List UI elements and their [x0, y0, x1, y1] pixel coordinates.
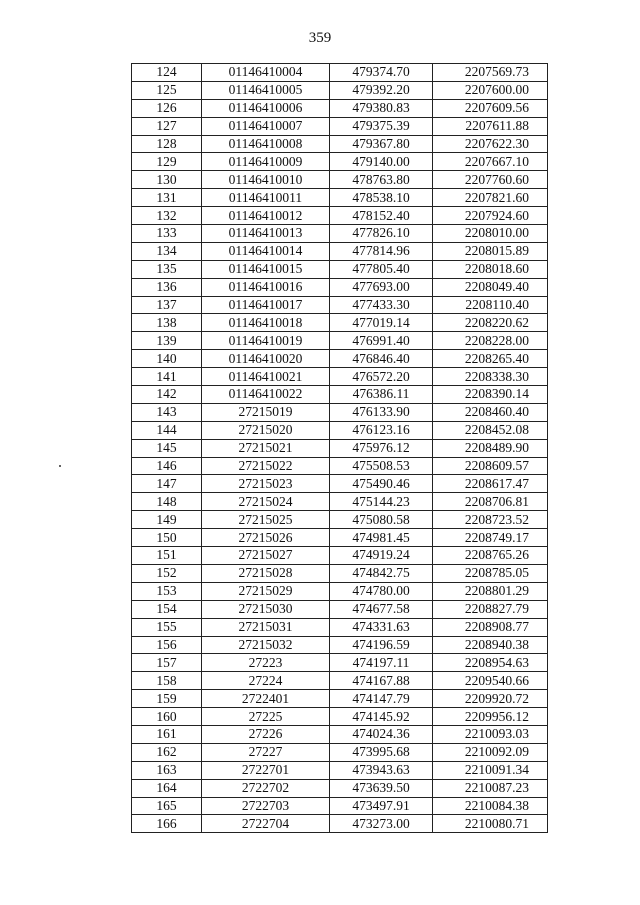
point-id-cell: 27215022: [202, 457, 330, 475]
y-coordinate-cell: 2207569.73: [433, 64, 548, 82]
point-number-cell: 146: [132, 457, 202, 475]
x-coordinate-cell: 473995.68: [330, 743, 433, 761]
point-id-cell: 01146410020: [202, 350, 330, 368]
x-coordinate-cell: 478152.40: [330, 207, 433, 225]
table-row: [132, 529, 548, 547]
y-coordinate-cell: 2208765.26: [433, 547, 548, 565]
x-coordinate-cell: 479367.80: [330, 135, 433, 153]
x-coordinate-cell: 473497.91: [330, 797, 433, 815]
y-coordinate-cell: 2207667.10: [433, 153, 548, 171]
table-row: [132, 242, 548, 260]
point-number-cell: 136: [132, 278, 202, 296]
y-coordinate-cell: 2208940.38: [433, 636, 548, 654]
point-id-cell: 01146410022: [202, 386, 330, 404]
point-number-cell: 164: [132, 779, 202, 797]
point-id-cell: 27215028: [202, 564, 330, 582]
x-coordinate-cell: 474147.79: [330, 690, 433, 708]
point-number-cell: 142: [132, 386, 202, 404]
y-coordinate-cell: 2208390.14: [433, 386, 548, 404]
y-coordinate-cell: 2208220.62: [433, 314, 548, 332]
x-coordinate-cell: 476123.16: [330, 421, 433, 439]
table-row: [132, 296, 548, 314]
point-id-cell: 2722701: [202, 761, 330, 779]
point-number-cell: 137: [132, 296, 202, 314]
point-id-cell: 01146410006: [202, 99, 330, 117]
point-number-cell: 131: [132, 189, 202, 207]
x-coordinate-cell: 473639.50: [330, 779, 433, 797]
point-number-cell: 130: [132, 171, 202, 189]
point-number-cell: 148: [132, 493, 202, 511]
y-coordinate-cell: 2208015.89: [433, 242, 548, 260]
point-id-cell: 01146410019: [202, 332, 330, 350]
point-number-cell: 149: [132, 511, 202, 529]
x-coordinate-cell: 474167.88: [330, 672, 433, 690]
point-number-cell: 166: [132, 815, 202, 833]
table-row: [132, 278, 548, 296]
point-number-cell: 124: [132, 64, 202, 82]
point-id-cell: 01146410004: [202, 64, 330, 82]
x-coordinate-cell: 477693.00: [330, 278, 433, 296]
point-id-cell: 01146410017: [202, 296, 330, 314]
x-coordinate-cell: 474677.58: [330, 600, 433, 618]
point-number-cell: 163: [132, 761, 202, 779]
point-id-cell: 01146410005: [202, 81, 330, 99]
y-coordinate-cell: 2210080.71: [433, 815, 548, 833]
x-coordinate-cell: 479392.20: [330, 81, 433, 99]
x-coordinate-cell: 474145.92: [330, 708, 433, 726]
x-coordinate-cell: 474780.00: [330, 582, 433, 600]
table-row: [132, 457, 548, 475]
point-id-cell: 2722401: [202, 690, 330, 708]
table-row: [132, 64, 548, 82]
x-coordinate-cell: 475080.58: [330, 511, 433, 529]
point-id-cell: 27215027: [202, 547, 330, 565]
point-number-cell: 140: [132, 350, 202, 368]
point-id-cell: 01146410015: [202, 260, 330, 278]
point-number-cell: 151: [132, 547, 202, 565]
point-id-cell: 27227: [202, 743, 330, 761]
table-row: [132, 725, 548, 743]
table-row: [132, 511, 548, 529]
point-id-cell: 27224: [202, 672, 330, 690]
y-coordinate-cell: 2208265.40: [433, 350, 548, 368]
table-row: [132, 779, 548, 797]
y-coordinate-cell: 2208049.40: [433, 278, 548, 296]
x-coordinate-cell: 478538.10: [330, 189, 433, 207]
point-id-cell: 01146410007: [202, 117, 330, 135]
table-row: [132, 171, 548, 189]
table-row: [132, 135, 548, 153]
y-coordinate-cell: 2210091.34: [433, 761, 548, 779]
x-coordinate-cell: 474196.59: [330, 636, 433, 654]
table-row: [132, 117, 548, 135]
table-row: [132, 618, 548, 636]
point-number-cell: 156: [132, 636, 202, 654]
x-coordinate-cell: 479374.70: [330, 64, 433, 82]
y-coordinate-cell: 2208749.17: [433, 529, 548, 547]
y-coordinate-cell: 2209920.72: [433, 690, 548, 708]
x-coordinate-cell: 479140.00: [330, 153, 433, 171]
point-id-cell: 01146410009: [202, 153, 330, 171]
table-row: [132, 797, 548, 815]
page-number: 359: [308, 30, 332, 46]
table-row: [132, 314, 548, 332]
table-row: [132, 189, 548, 207]
x-coordinate-cell: 479380.83: [330, 99, 433, 117]
point-number-cell: 141: [132, 368, 202, 386]
table-row: [132, 439, 548, 457]
table-row: [132, 547, 548, 565]
point-id-cell: 27215030: [202, 600, 330, 618]
x-coordinate-cell: 474919.24: [330, 547, 433, 565]
point-id-cell: 27223: [202, 654, 330, 672]
y-coordinate-cell: 2207600.00: [433, 81, 548, 99]
y-coordinate-cell: 2208706.81: [433, 493, 548, 511]
y-coordinate-cell: 2207609.56: [433, 99, 548, 117]
point-number-cell: 127: [132, 117, 202, 135]
y-coordinate-cell: 2207611.88: [433, 117, 548, 135]
table-row: [132, 368, 548, 386]
point-id-cell: 2722704: [202, 815, 330, 833]
point-id-cell: 27215024: [202, 493, 330, 511]
table-row: [132, 708, 548, 726]
point-number-cell: 160: [132, 708, 202, 726]
table-row: [132, 690, 548, 708]
table-row: [132, 600, 548, 618]
point-id-cell: 27215020: [202, 421, 330, 439]
x-coordinate-cell: 474331.63: [330, 618, 433, 636]
table-row: [132, 207, 548, 225]
point-number-cell: 158: [132, 672, 202, 690]
x-coordinate-cell: 477805.40: [330, 260, 433, 278]
x-coordinate-cell: 479375.39: [330, 117, 433, 135]
x-coordinate-cell: 475144.23: [330, 493, 433, 511]
point-number-cell: 129: [132, 153, 202, 171]
y-coordinate-cell: 2210093.03: [433, 725, 548, 743]
point-number-cell: 139: [132, 332, 202, 350]
table-row: [132, 761, 548, 779]
point-number-cell: 147: [132, 475, 202, 493]
x-coordinate-cell: 475508.53: [330, 457, 433, 475]
point-id-cell: 27215025: [202, 511, 330, 529]
point-id-cell: 27215026: [202, 529, 330, 547]
point-number-cell: 133: [132, 225, 202, 243]
table-row: [132, 493, 548, 511]
point-number-cell: 138: [132, 314, 202, 332]
point-id-cell: 27215019: [202, 403, 330, 421]
y-coordinate-cell: 2208908.77: [433, 618, 548, 636]
point-id-cell: 27215032: [202, 636, 330, 654]
y-coordinate-cell: 2208110.40: [433, 296, 548, 314]
table-row: [132, 81, 548, 99]
y-coordinate-cell: 2210084.38: [433, 797, 548, 815]
coordinates-table: [131, 63, 548, 833]
point-number-cell: 157: [132, 654, 202, 672]
point-number-cell: 144: [132, 421, 202, 439]
table-row: [132, 654, 548, 672]
table-row: [132, 260, 548, 278]
table-row: [132, 386, 548, 404]
point-number-cell: 128: [132, 135, 202, 153]
y-coordinate-cell: 2210087.23: [433, 779, 548, 797]
y-coordinate-cell: 2209956.12: [433, 708, 548, 726]
y-coordinate-cell: 2208228.00: [433, 332, 548, 350]
y-coordinate-cell: 2208609.57: [433, 457, 548, 475]
x-coordinate-cell: 478763.80: [330, 171, 433, 189]
table-row: [132, 475, 548, 493]
y-coordinate-cell: 2208460.40: [433, 403, 548, 421]
point-number-cell: 162: [132, 743, 202, 761]
x-coordinate-cell: 476846.40: [330, 350, 433, 368]
table-row: [132, 743, 548, 761]
x-coordinate-cell: 474842.75: [330, 564, 433, 582]
x-coordinate-cell: 476572.20: [330, 368, 433, 386]
table-row: [132, 350, 548, 368]
x-coordinate-cell: 474024.36: [330, 725, 433, 743]
point-id-cell: 01146410011: [202, 189, 330, 207]
point-id-cell: 01146410008: [202, 135, 330, 153]
point-number-cell: 155: [132, 618, 202, 636]
table-row: [132, 403, 548, 421]
point-id-cell: 27215029: [202, 582, 330, 600]
x-coordinate-cell: 473943.63: [330, 761, 433, 779]
y-coordinate-cell: 2209540.66: [433, 672, 548, 690]
x-coordinate-cell: 476991.40: [330, 332, 433, 350]
point-id-cell: 27226: [202, 725, 330, 743]
y-coordinate-cell: 2208954.63: [433, 654, 548, 672]
y-coordinate-cell: 2208489.90: [433, 439, 548, 457]
coordinates-table-body: [132, 64, 548, 833]
point-number-cell: 132: [132, 207, 202, 225]
y-coordinate-cell: 2207924.60: [433, 207, 548, 225]
y-coordinate-cell: 2208010.00: [433, 225, 548, 243]
point-number-cell: 125: [132, 81, 202, 99]
point-number-cell: 145: [132, 439, 202, 457]
x-coordinate-cell: 475976.12: [330, 439, 433, 457]
y-coordinate-cell: 2207821.60: [433, 189, 548, 207]
table-row: [132, 153, 548, 171]
x-coordinate-cell: 476133.90: [330, 403, 433, 421]
x-coordinate-cell: 477433.30: [330, 296, 433, 314]
table-row: [132, 815, 548, 833]
x-coordinate-cell: 474197.11: [330, 654, 433, 672]
y-coordinate-cell: 2207622.30: [433, 135, 548, 153]
y-coordinate-cell: 2208018.60: [433, 260, 548, 278]
y-coordinate-cell: 2210092.09: [433, 743, 548, 761]
point-number-cell: 152: [132, 564, 202, 582]
point-number-cell: 150: [132, 529, 202, 547]
point-number-cell: 135: [132, 260, 202, 278]
point-id-cell: 2722702: [202, 779, 330, 797]
x-coordinate-cell: 476386.11: [330, 386, 433, 404]
x-coordinate-cell: 475490.46: [330, 475, 433, 493]
point-number-cell: 154: [132, 600, 202, 618]
x-coordinate-cell: 473273.00: [330, 815, 433, 833]
point-number-cell: 143: [132, 403, 202, 421]
point-id-cell: 27225: [202, 708, 330, 726]
point-id-cell: 01146410010: [202, 171, 330, 189]
point-id-cell: 2722703: [202, 797, 330, 815]
point-id-cell: 01146410016: [202, 278, 330, 296]
point-id-cell: 01146410014: [202, 242, 330, 260]
point-id-cell: 01146410021: [202, 368, 330, 386]
y-coordinate-cell: 2207760.60: [433, 171, 548, 189]
x-coordinate-cell: 477814.96: [330, 242, 433, 260]
point-id-cell: 01146410013: [202, 225, 330, 243]
table-row: [132, 564, 548, 582]
point-id-cell: 01146410018: [202, 314, 330, 332]
point-id-cell: 27215021: [202, 439, 330, 457]
table-row: [132, 99, 548, 117]
table-row: [132, 582, 548, 600]
point-id-cell: 27215031: [202, 618, 330, 636]
scan-speck: [59, 465, 61, 467]
y-coordinate-cell: 2208452.08: [433, 421, 548, 439]
table-row: [132, 421, 548, 439]
point-number-cell: 159: [132, 690, 202, 708]
y-coordinate-cell: 2208785.05: [433, 564, 548, 582]
x-coordinate-cell: 474981.45: [330, 529, 433, 547]
table-row: [132, 672, 548, 690]
table-row: [132, 636, 548, 654]
y-coordinate-cell: 2208723.52: [433, 511, 548, 529]
point-id-cell: 01146410012: [202, 207, 330, 225]
point-number-cell: 165: [132, 797, 202, 815]
table-row: [132, 332, 548, 350]
point-number-cell: 126: [132, 99, 202, 117]
y-coordinate-cell: 2208801.29: [433, 582, 548, 600]
table-row: [132, 225, 548, 243]
point-number-cell: 134: [132, 242, 202, 260]
y-coordinate-cell: 2208827.79: [433, 600, 548, 618]
x-coordinate-cell: 477019.14: [330, 314, 433, 332]
point-number-cell: 161: [132, 725, 202, 743]
point-id-cell: 27215023: [202, 475, 330, 493]
y-coordinate-cell: 2208617.47: [433, 475, 548, 493]
y-coordinate-cell: 2208338.30: [433, 368, 548, 386]
point-number-cell: 153: [132, 582, 202, 600]
x-coordinate-cell: 477826.10: [330, 225, 433, 243]
